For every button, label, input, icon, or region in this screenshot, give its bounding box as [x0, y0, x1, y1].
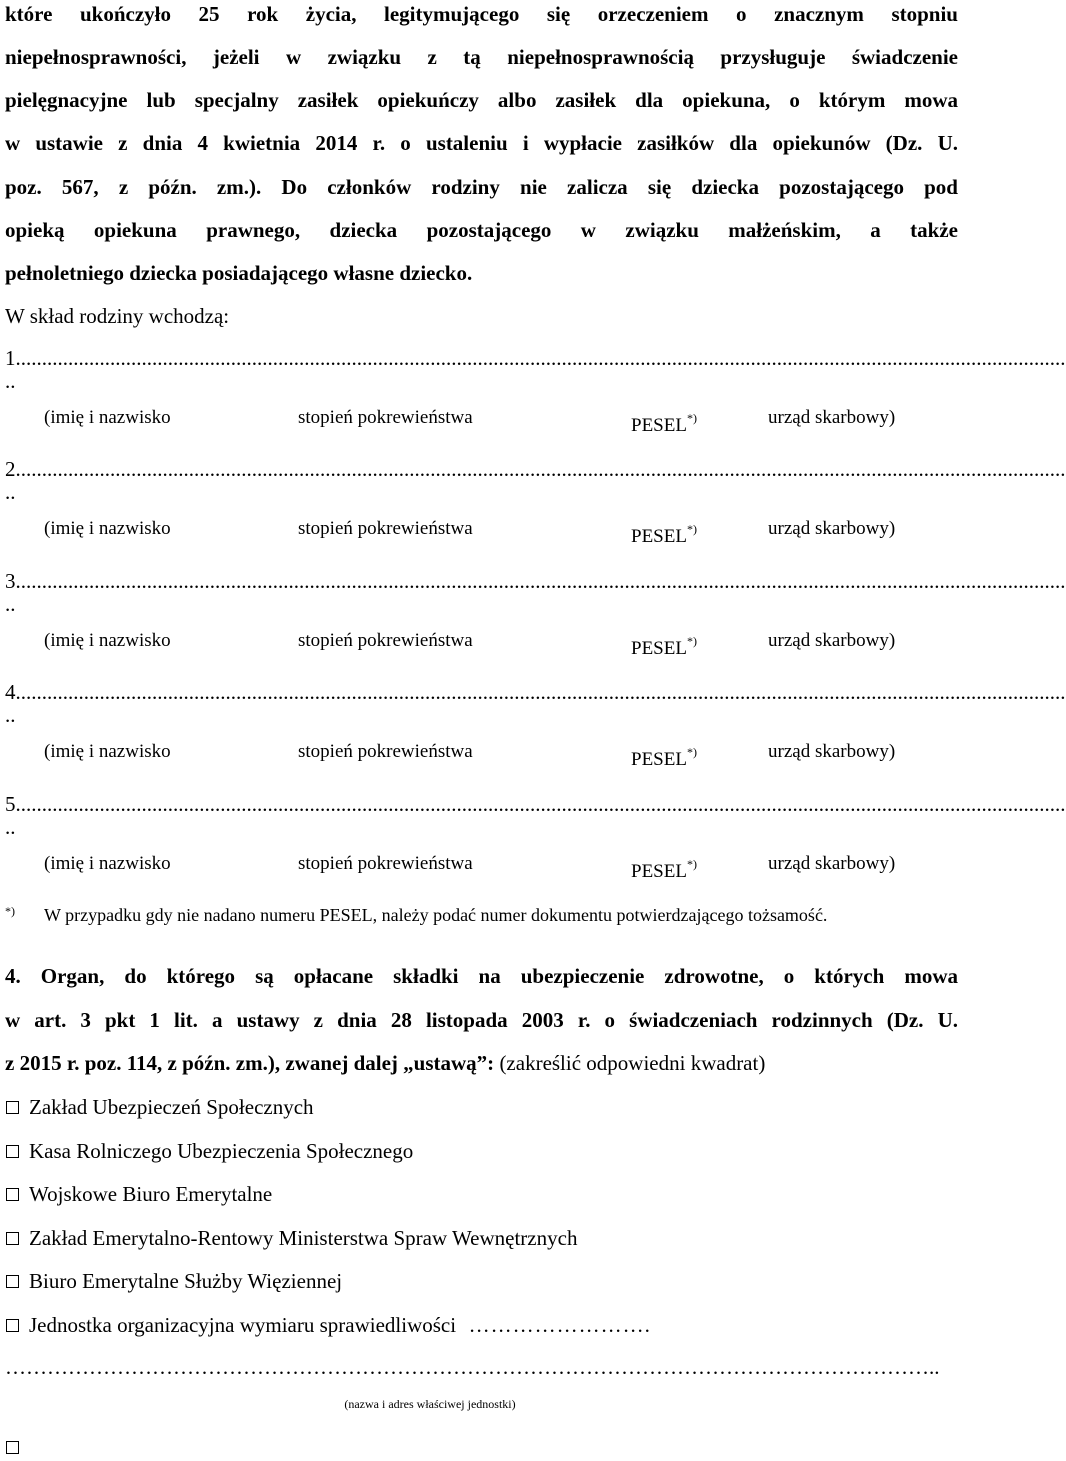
family-entry-caption: [44, 740, 924, 770]
family-entry-caption: [44, 517, 924, 547]
section4-line-2: w art. 3 pkt 1 lit. a ustawy z dnia 28 listopada 2003 r. o świadczeniach rodzinnych (Dz. U.: [5, 1008, 958, 1032]
caption-pesel: PESEL*): [631, 634, 697, 659]
footnote-mark: *): [5, 904, 15, 918]
caption-pesel: PESEL*): [631, 745, 697, 770]
checkbox-square-icon[interactable]: [6, 1275, 19, 1288]
caption-office: urząd skarbowy): [768, 518, 896, 539]
family-entry-line[interactable]: 1........................................................................................................................................................................................................: [5, 346, 1066, 370]
caption-name: (imię i nazwisko: [44, 407, 171, 428]
option-label: Zakład Ubezpieczeń Społecznych: [29, 1095, 314, 1119]
family-entry-caption: [44, 629, 924, 659]
family-entry-number: 2: [5, 457, 16, 481]
option-krus[interactable]: [6, 1137, 413, 1165]
caption-name: (imię i nazwisko: [44, 853, 171, 874]
caption-name: (imię i nazwisko: [44, 630, 171, 651]
caption-name: (imię i nazwisko: [44, 518, 171, 539]
intro-line-3: pielęgnacyjne lub specjalny zasiłek opiekuńczy albo zasiłek dla opiekuna, o którym mowa: [5, 88, 958, 112]
caption-relation: stopień pokrewieństwa: [298, 741, 473, 762]
option-label: Wojskowe Biuro Emerytalne: [29, 1182, 273, 1206]
option-wbe[interactable]: [6, 1180, 272, 1208]
unit-name-fill-line[interactable]: ……………………………………………………………………………………………………………………..: [5, 1355, 940, 1379]
intro-line-5: poz. 567, z późn. zm.). Do członków rodziny nie zalicza się dziecka pozostającego pod: [5, 175, 958, 199]
section4-line-1: 4. Organ, do którego są opłacane składki na ubezpieczenie zdrowotne, o których mowa: [5, 964, 958, 988]
section4-line-3-bold: z 2015 r. poz. 114, z późn. zm.), zwanej dalej „ustawą”:: [5, 1051, 495, 1075]
family-entry-line[interactable]: 5........................................................................................................................................................................................................: [5, 792, 1066, 816]
intro-line-2: niepełnosprawności, jeżeli w związku z tą niepełnosprawnością przysługuje świadczenie: [5, 45, 958, 69]
footnote-text: W przypadku gdy nie nadano numeru PESEL, należy podać numer dokumentu potwierdzającego tożsamość.: [44, 905, 828, 925]
caption-office: urząd skarbowy): [768, 741, 896, 762]
checkbox-square-icon[interactable]: [6, 1145, 19, 1158]
intro-line-1: które ukończyło 25 rok życia, legitymującego się orzeczeniem o znacznym stopniu: [5, 2, 958, 26]
option-label: Jednostka organizacyjna wymiaru sprawiedliwości: [29, 1313, 457, 1337]
caption-pesel-mark: *): [686, 745, 697, 759]
dotted-fill-line: …………………….: [456, 1313, 651, 1337]
caption-office: urząd skarbowy): [768, 630, 896, 651]
section4-line-3: [5, 1049, 765, 1077]
caption-relation: stopień pokrewieństwa: [298, 518, 473, 539]
caption-name: (imię i nazwisko: [44, 741, 171, 762]
option-zer-mswia[interactable]: [6, 1224, 577, 1252]
caption-pesel-mark: *): [686, 857, 697, 871]
family-entry-number: 3: [5, 569, 16, 593]
family-heading: W skład rodziny wchodzą:: [5, 304, 230, 328]
caption-relation: stopień pokrewieństwa: [298, 630, 473, 651]
intro-line-4: w ustawie z dnia 4 kwietnia 2014 r. o ustaleniu i wypłacie zasiłków dla opiekunów (Dz. U.: [5, 131, 958, 155]
caption-relation: stopień pokrewieństwa: [298, 853, 473, 874]
checkbox-square-icon[interactable]: [6, 1188, 19, 1201]
caption-pesel: PESEL*): [631, 857, 697, 882]
family-entry-number: 4: [5, 680, 16, 704]
option-justice-unit[interactable]: [6, 1311, 651, 1339]
checkbox-square-icon[interactable]: [6, 1441, 19, 1454]
option-label: Biuro Emerytalne Służby Więziennej: [29, 1269, 343, 1293]
option-label: Kasa Rolniczego Ubezpieczenia Społecznego: [29, 1139, 414, 1163]
caption-pesel-mark: *): [686, 411, 697, 425]
caption-pesel-mark: *): [686, 634, 697, 648]
family-entry-line-continuation: ..: [5, 703, 16, 727]
option-bessw[interactable]: [6, 1267, 342, 1295]
option-label: Zakład Emerytalno-Rentowy Ministerstwa Spraw Wewnętrznych: [29, 1226, 578, 1250]
checkbox-square-icon[interactable]: [6, 1232, 19, 1245]
option-empty[interactable]: [6, 1433, 29, 1461]
family-entry-line-continuation: ..: [5, 815, 16, 839]
family-entry-number: 5: [5, 792, 16, 816]
caption-pesel-mark: *): [686, 522, 697, 536]
caption-pesel: PESEL*): [631, 411, 697, 436]
family-entry-line-continuation: ..: [5, 480, 16, 504]
caption-relation: stopień pokrewieństwa: [298, 407, 473, 428]
intro-line-6: opieką opiekuna prawnego, dziecka pozostającego w związku małżeńskim, a także: [5, 218, 958, 242]
option-zus[interactable]: [6, 1093, 314, 1121]
family-entry-line[interactable]: 4........................................................................................................................................................................................................: [5, 680, 1066, 704]
family-entry-caption: [44, 406, 924, 436]
caption-pesel: PESEL*): [631, 522, 697, 547]
family-entry-line[interactable]: 2........................................................................................................................................................................................................: [5, 457, 1066, 481]
family-entry-line-continuation: ..: [5, 592, 16, 616]
checkbox-square-icon[interactable]: [6, 1101, 19, 1114]
caption-office: urząd skarbowy): [768, 853, 896, 874]
checkbox-square-icon[interactable]: [6, 1319, 19, 1332]
family-entry-caption: [44, 852, 924, 882]
family-entry-line-continuation: ..: [5, 369, 16, 393]
unit-caption: (nazwa i adres właściwej jednostki): [344, 1397, 516, 1411]
family-entry-line[interactable]: 3........................................................................................................................................................................................................: [5, 569, 1066, 593]
section4-instruction: (zakreślić odpowiedni kwadrat): [494, 1051, 766, 1075]
caption-office: urząd skarbowy): [768, 407, 896, 428]
intro-line-7: pełnoletniego dziecka posiadającego własne dziecko.: [5, 261, 473, 285]
family-entry-number: 1: [5, 346, 16, 370]
